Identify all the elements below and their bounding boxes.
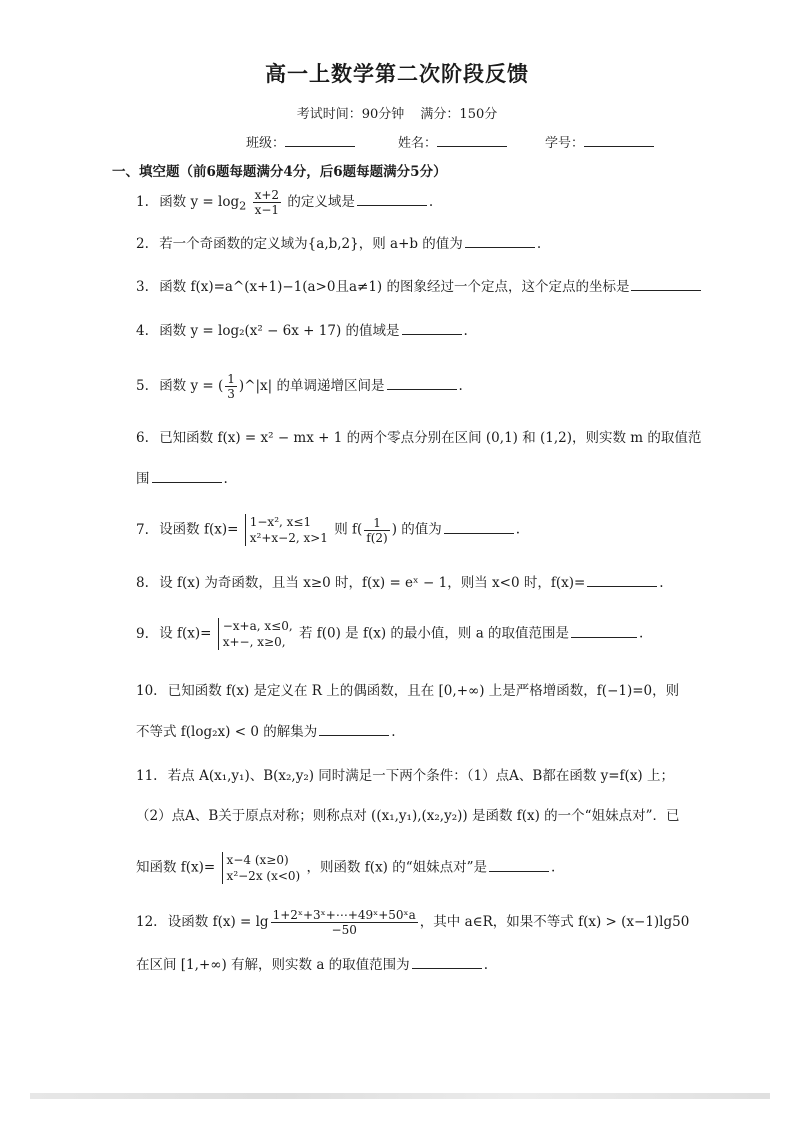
question-6-cont: 围 .	[136, 468, 716, 489]
answer-blank-7[interactable]	[444, 519, 514, 534]
question-12: 12. 设函数 f(x) = lg $\frac{\text{1+2ˣ+3ˣ+⋯+49ˣ+50ˣa}}{-50}$ ，其中 a∈R，如果不等式 f(x) > (x−1)lg50	[136, 908, 690, 937]
answer-blank-4[interactable]	[402, 320, 462, 335]
question-11-cont: （2）点A、B关于原点对称；则称点对 ((x₁,y₁),(x₂,y₂)) 是函数 f(x) 的一个“姐妹点对”．已	[136, 808, 680, 824]
piecewise-9: −x+a, x≤0, x+−, x≥0,	[218, 618, 293, 650]
question-10: 10. 已知函数 f(x) 是定义在 R 上的偶函数，且在 [0,+∞) 上是严格增函数，f(−1)=0，则	[136, 683, 680, 699]
piecewise-7: 1−x², x≤1 x²+x−2, x>1	[245, 514, 328, 546]
answer-blank-1[interactable]	[357, 191, 427, 206]
question-10-cont: 不等式 f(log₂x) < 0 的解集为 .	[136, 721, 716, 742]
question-11-cont2: 知函数 f(x)= x−4 (x≥0) x²−2x (x<0) ，则函数 f(x) 的“姐妹点对”是 .	[136, 853, 556, 883]
name-field	[398, 132, 507, 151]
question-3: 3. 函数 f(x)=a^(x+1)−1(a>0且a≠1) 的图象经过一个定点，这个定点的坐标是	[136, 276, 716, 297]
name-blank[interactable]	[437, 134, 507, 147]
full-score: 满分：150分	[420, 107, 498, 122]
question-12-cont: 在区间 [1,+∞) 有解，则实数 a 的取值范围为 .	[136, 954, 716, 975]
class-label: 班级：	[246, 136, 286, 151]
question-2: 2. 若一个奇函数的定义域为{a,b,2}，则 a+b 的值为 .	[136, 233, 716, 254]
exam-meta	[0, 103, 794, 122]
piecewise-11: x−4 (x≥0) x²−2x (x<0)	[222, 852, 301, 884]
answer-blank-3[interactable]	[631, 276, 701, 291]
answer-blank-10[interactable]	[319, 721, 389, 736]
question-7: 7. 设函数 f(x)= 1−x², x≤1 x²+x−2, x>1 则 f( $\frac{1}{f(2)}$ ) 的值为 .	[136, 515, 521, 545]
answer-blank-6[interactable]	[152, 468, 222, 483]
answer-blank-11[interactable]	[489, 857, 549, 872]
scan-edge-artifact	[30, 1093, 770, 1099]
answer-blank-12[interactable]	[412, 954, 482, 969]
question-11: 11. 若点 A(x₁,y₁)、B(x₂,y₂) 同时满足一下两个条件：（1）点A、B都在函数 y=f(x) 上；	[136, 768, 674, 784]
answer-blank-5[interactable]	[387, 375, 457, 390]
name-label: 姓名：	[398, 136, 438, 151]
question-9: 9. 设 f(x)= −x+a, x≤0, x+−, x≥0, 若 f(0) 是 f(x) 的最小值，则 a 的取值范围是 .	[136, 619, 644, 649]
class-blank[interactable]	[285, 134, 355, 147]
id-blank[interactable]	[584, 134, 654, 147]
question-1: 1. 函数 $y = \log_2$ $\frac{x+2}{x-1}$ 的定义域是 .	[136, 188, 434, 217]
question-5: 5. 函数 y = ( $\frac{1}{3}$ )^|x| 的单调递增区间是 .	[136, 372, 463, 401]
question-8: 8. 设 f(x) 为奇函数，且当 x≥0 时，f(x) = eˣ − 1，则当 x<0 时，f(x)= .	[136, 572, 716, 593]
class-field	[246, 132, 355, 151]
question-4: 4. 函数 y = log₂(x² − 6x + 17) 的值域是 .	[136, 320, 716, 341]
id-field	[545, 132, 654, 151]
answer-blank-9[interactable]	[571, 623, 637, 638]
answer-blank-2[interactable]	[465, 233, 535, 248]
section-title: 一、填空题（前6题每题满分4分，后6题每题满分5分）	[112, 164, 447, 180]
page-title: 高一上数学第二次阶段反馈	[265, 61, 529, 86]
answer-blank-8[interactable]	[587, 572, 657, 587]
exam-time: 考试时间：90分钟	[296, 107, 405, 122]
id-label: 学号：	[545, 136, 585, 151]
question-6: 6. 已知函数 f(x) = x² − mx + 1 的两个零点分别在区间 (0,1) 和 (1,2)，则实数 m 的取值范	[136, 430, 702, 446]
